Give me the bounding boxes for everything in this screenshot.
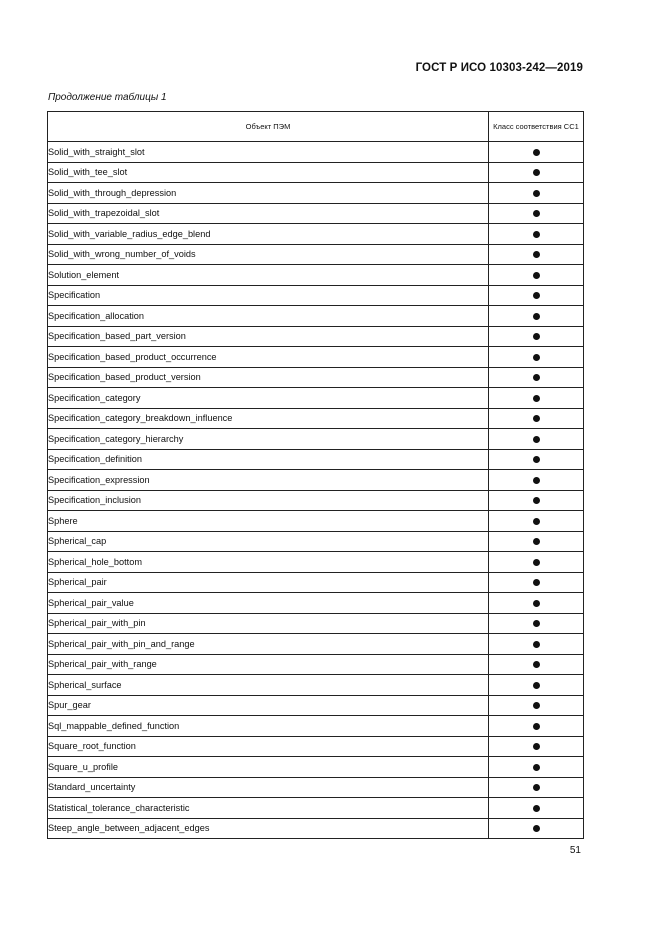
filled-circle-icon bbox=[533, 723, 540, 730]
table-row bbox=[48, 531, 584, 552]
conformance-mark-cell bbox=[489, 326, 584, 347]
table-row bbox=[48, 285, 584, 306]
conformance-mark-cell bbox=[489, 613, 584, 634]
table-row bbox=[48, 798, 584, 819]
conformance-mark-cell bbox=[489, 367, 584, 388]
conformance-mark-cell bbox=[489, 347, 584, 368]
table-row bbox=[48, 265, 584, 286]
object-name-cell: Spherical_pair bbox=[48, 572, 489, 593]
conformance-mark-cell bbox=[489, 490, 584, 511]
filled-circle-icon bbox=[533, 272, 540, 279]
object-name-cell: Statistical_tolerance_characteristic bbox=[48, 798, 489, 819]
conformance-mark-cell bbox=[489, 798, 584, 819]
object-name-cell: Spherical_surface bbox=[48, 675, 489, 696]
table-row bbox=[48, 449, 584, 470]
object-name-cell: Spherical_pair_with_pin_and_range bbox=[48, 634, 489, 655]
conformance-mark-cell bbox=[489, 634, 584, 655]
conformance-mark-cell bbox=[489, 695, 584, 716]
object-name-cell: Specification_definition bbox=[48, 449, 489, 470]
conformance-mark-cell bbox=[489, 224, 584, 245]
conformance-mark-cell bbox=[489, 818, 584, 839]
table-row bbox=[48, 429, 584, 450]
table-row bbox=[48, 654, 584, 675]
document-standard-header: ГОСТ Р ИСО 10303-242—2019 bbox=[415, 62, 583, 74]
object-name-cell: Spherical_pair_with_pin bbox=[48, 613, 489, 634]
conformance-mark-cell bbox=[489, 142, 584, 163]
table-row bbox=[48, 244, 584, 265]
filled-circle-icon bbox=[533, 149, 540, 156]
filled-circle-icon bbox=[533, 436, 540, 443]
object-name-cell: Solid_with_through_depression bbox=[48, 183, 489, 204]
conformance-mark-cell bbox=[489, 449, 584, 470]
conformance-mark-cell bbox=[489, 408, 584, 429]
filled-circle-icon bbox=[533, 620, 540, 627]
object-name-cell: Specification_allocation bbox=[48, 306, 489, 327]
table-row bbox=[48, 695, 584, 716]
object-name-cell: Solution_element bbox=[48, 265, 489, 286]
filled-circle-icon bbox=[533, 415, 540, 422]
table-row bbox=[48, 716, 584, 737]
filled-circle-icon bbox=[533, 456, 540, 463]
table-row bbox=[48, 490, 584, 511]
table-row bbox=[48, 757, 584, 778]
conformance-mark-cell bbox=[489, 531, 584, 552]
table-row bbox=[48, 634, 584, 655]
object-name-cell: Sql_mappable_defined_function bbox=[48, 716, 489, 737]
conformance-mark-cell bbox=[489, 716, 584, 737]
conformance-mark-cell bbox=[489, 654, 584, 675]
conformance-mark-cell bbox=[489, 470, 584, 491]
filled-circle-icon bbox=[533, 559, 540, 566]
filled-circle-icon bbox=[533, 169, 540, 176]
object-name-cell: Standard_uncertainty bbox=[48, 777, 489, 798]
table-row bbox=[48, 593, 584, 614]
table-row bbox=[48, 367, 584, 388]
conformance-mark-cell bbox=[489, 203, 584, 224]
filled-circle-icon bbox=[533, 661, 540, 668]
object-name-cell: Square_u_profile bbox=[48, 757, 489, 778]
table-row bbox=[48, 511, 584, 532]
filled-circle-icon bbox=[533, 477, 540, 484]
table-row bbox=[48, 613, 584, 634]
conformance-mark-cell bbox=[489, 757, 584, 778]
object-name-cell: Solid_with_trapezoidal_slot bbox=[48, 203, 489, 224]
table-caption: Продолжение таблицы 1 bbox=[48, 92, 167, 103]
table-row bbox=[48, 224, 584, 245]
object-name-cell: Spur_gear bbox=[48, 695, 489, 716]
filled-circle-icon bbox=[533, 190, 540, 197]
filled-circle-icon bbox=[533, 210, 540, 217]
conformance-mark-cell bbox=[489, 162, 584, 183]
object-name-cell: Sphere bbox=[48, 511, 489, 532]
object-name-cell: Spherical_pair_with_range bbox=[48, 654, 489, 675]
filled-circle-icon bbox=[533, 764, 540, 771]
filled-circle-icon bbox=[533, 702, 540, 709]
filled-circle-icon bbox=[533, 682, 540, 689]
filled-circle-icon bbox=[533, 579, 540, 586]
filled-circle-icon bbox=[533, 641, 540, 648]
object-name-cell: Solid_with_variable_radius_edge_blend bbox=[48, 224, 489, 245]
filled-circle-icon bbox=[533, 805, 540, 812]
conformance-mark-cell bbox=[489, 429, 584, 450]
filled-circle-icon bbox=[533, 251, 540, 258]
table-row bbox=[48, 347, 584, 368]
object-name-cell: Solid_with_straight_slot bbox=[48, 142, 489, 163]
page-number: 51 bbox=[569, 845, 581, 856]
conformance-mark-cell bbox=[489, 736, 584, 757]
object-name-cell: Specification_category bbox=[48, 388, 489, 409]
table-row bbox=[48, 777, 584, 798]
filled-circle-icon bbox=[533, 497, 540, 504]
table-row bbox=[48, 408, 584, 429]
column-header-conformance-class: Класс соответствия CC1 bbox=[489, 112, 584, 142]
column-header-object: Объект ПЭМ bbox=[48, 112, 489, 142]
table-row bbox=[48, 326, 584, 347]
table-row bbox=[48, 675, 584, 696]
filled-circle-icon bbox=[533, 333, 540, 340]
filled-circle-icon bbox=[533, 374, 540, 381]
object-name-cell: Spherical_hole_bottom bbox=[48, 552, 489, 573]
conformance-mark-cell bbox=[489, 388, 584, 409]
conformance-mark-cell bbox=[489, 265, 584, 286]
table-header-row bbox=[48, 112, 584, 142]
conformance-mark-cell bbox=[489, 593, 584, 614]
filled-circle-icon bbox=[533, 538, 540, 545]
object-name-cell: Solid_with_wrong_number_of_voids bbox=[48, 244, 489, 265]
filled-circle-icon bbox=[533, 292, 540, 299]
filled-circle-icon bbox=[533, 313, 540, 320]
conformance-mark-cell bbox=[489, 552, 584, 573]
object-name-cell: Specification_based_product_occurrence bbox=[48, 347, 489, 368]
object-name-cell: Specification_expression bbox=[48, 470, 489, 491]
table-row bbox=[48, 736, 584, 757]
table-row bbox=[48, 306, 584, 327]
object-name-cell: Specification_category_hierarchy bbox=[48, 429, 489, 450]
object-name-cell: Square_root_function bbox=[48, 736, 489, 757]
object-name-cell: Steep_angle_between_adjacent_edges bbox=[48, 818, 489, 839]
filled-circle-icon bbox=[533, 518, 540, 525]
object-name-cell: Specification bbox=[48, 285, 489, 306]
conformance-mark-cell bbox=[489, 306, 584, 327]
object-name-cell: Specification_inclusion bbox=[48, 490, 489, 511]
object-name-cell: Specification_category_breakdown_influence bbox=[48, 408, 489, 429]
table-row bbox=[48, 552, 584, 573]
table-body bbox=[48, 142, 584, 839]
object-name-cell: Specification_based_part_version bbox=[48, 326, 489, 347]
conformance-mark-cell bbox=[489, 511, 584, 532]
filled-circle-icon bbox=[533, 354, 540, 361]
filled-circle-icon bbox=[533, 600, 540, 607]
filled-circle-icon bbox=[533, 784, 540, 791]
filled-circle-icon bbox=[533, 743, 540, 750]
table-row bbox=[48, 142, 584, 163]
conformance-table bbox=[47, 111, 584, 839]
conformance-mark-cell bbox=[489, 285, 584, 306]
table-row bbox=[48, 818, 584, 839]
object-name-cell: Spherical_pair_value bbox=[48, 593, 489, 614]
filled-circle-icon bbox=[533, 825, 540, 832]
table-row bbox=[48, 183, 584, 204]
object-name-cell: Solid_with_tee_slot bbox=[48, 162, 489, 183]
object-name-cell: Spherical_cap bbox=[48, 531, 489, 552]
table-row bbox=[48, 162, 584, 183]
table-row bbox=[48, 388, 584, 409]
table-row bbox=[48, 470, 584, 491]
conformance-mark-cell bbox=[489, 777, 584, 798]
conformance-mark-cell bbox=[489, 244, 584, 265]
table-row bbox=[48, 203, 584, 224]
table-row bbox=[48, 572, 584, 593]
conformance-mark-cell bbox=[489, 572, 584, 593]
conformance-mark-cell bbox=[489, 675, 584, 696]
filled-circle-icon bbox=[533, 231, 540, 238]
conformance-mark-cell bbox=[489, 183, 584, 204]
filled-circle-icon bbox=[533, 395, 540, 402]
object-name-cell: Specification_based_product_version bbox=[48, 367, 489, 388]
